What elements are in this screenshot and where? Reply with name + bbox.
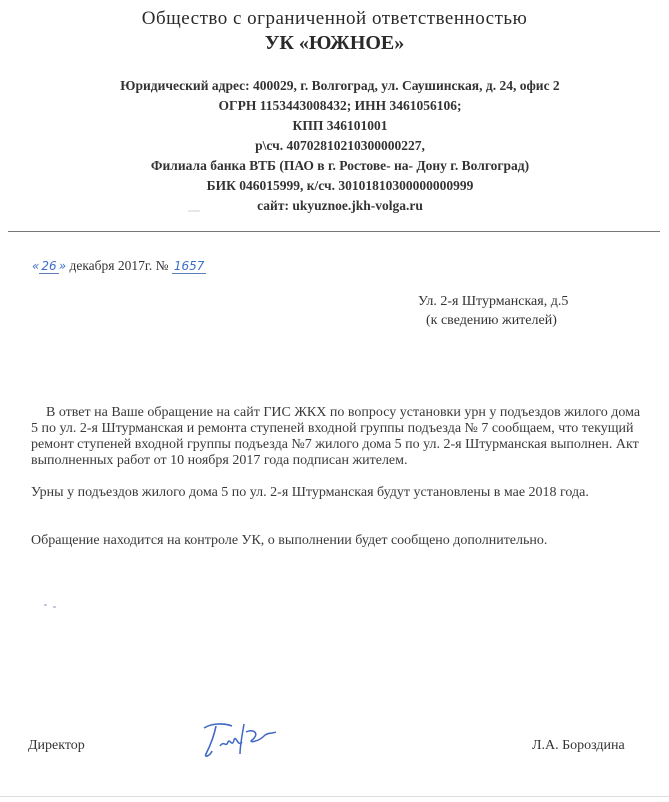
letter-number-handwritten: 1657 xyxy=(173,259,205,273)
body-paragraph-3: Обращение находится на контроле УК, о выполнении будет сообщено дополнительно. xyxy=(31,533,548,548)
requisite-kpp: КПП 346101001 xyxy=(292,118,388,133)
addressee-line: Ул. 2-я Штурманская, д.5 xyxy=(418,294,569,309)
addressee-block xyxy=(418,292,568,330)
letter-day-handwritten: 26 xyxy=(41,259,57,273)
requisite-bank-branch: Филиала банка ВТБ (ПАО в г. Ростове- на- Дону г. Волгоград) xyxy=(150,158,530,173)
requisite-bik: БИК 046015999, к/сч. 30101810300000000999 xyxy=(206,178,474,193)
scan-speck xyxy=(53,606,56,608)
requisite-legal-address: Юридический адрес: 400029, г. Волгоград, ул. Саушинская, д. 24, офис 2 xyxy=(120,78,560,93)
body-paragraph-1: В ответ на Ваше обращение на сайт ГИС ЖКХ по вопросу установки урн у подъездов жилого дома 5 по ул. 2-я Штурманская и ремонта ступеней входной группы подъезда № 7 сообщаем, что текущий ремонт ступеней входной группы подъезда №7 жилого дома 5 по ул. 2-я Штурманская выполнен. Акт выполненных работ от 10 ноября 2017 года подписан жителем. xyxy=(31,405,641,468)
letter-month-year: декабря 2017г. № xyxy=(69,258,169,273)
scan-speck xyxy=(188,210,200,212)
signer-title: Директор xyxy=(28,738,85,753)
organization-full-name: Общество с ограниченной ответственностью xyxy=(141,8,528,29)
requisite-bank-account: р\сч. 40702810210300000227, xyxy=(255,138,425,153)
requisite-ogrn-inn: ОГРН 1153443008432; ИНН 3461056106; xyxy=(218,98,462,113)
organization-short-name: УК «ЮЖНОЕ» xyxy=(264,32,405,54)
scan-speck xyxy=(44,604,47,606)
signer-name: Л.А. Бороздина xyxy=(532,738,625,753)
quote-close: » xyxy=(58,259,67,273)
header-divider xyxy=(8,231,660,232)
addressee-note: (к сведению жителей) xyxy=(426,313,557,328)
handwritten-signature xyxy=(198,718,280,762)
requisite-website: сайт: ukyuznoe.jkh-volga.ru xyxy=(257,198,423,213)
quote-open: « xyxy=(32,259,40,273)
body-paragraph-2: Урны у подъездов жилого дома 5 по ул. 2-я Штурманская будут установлены в мае 2018 года. xyxy=(31,485,589,500)
page-bottom-edge xyxy=(0,796,669,797)
letter-date-line xyxy=(32,258,206,274)
